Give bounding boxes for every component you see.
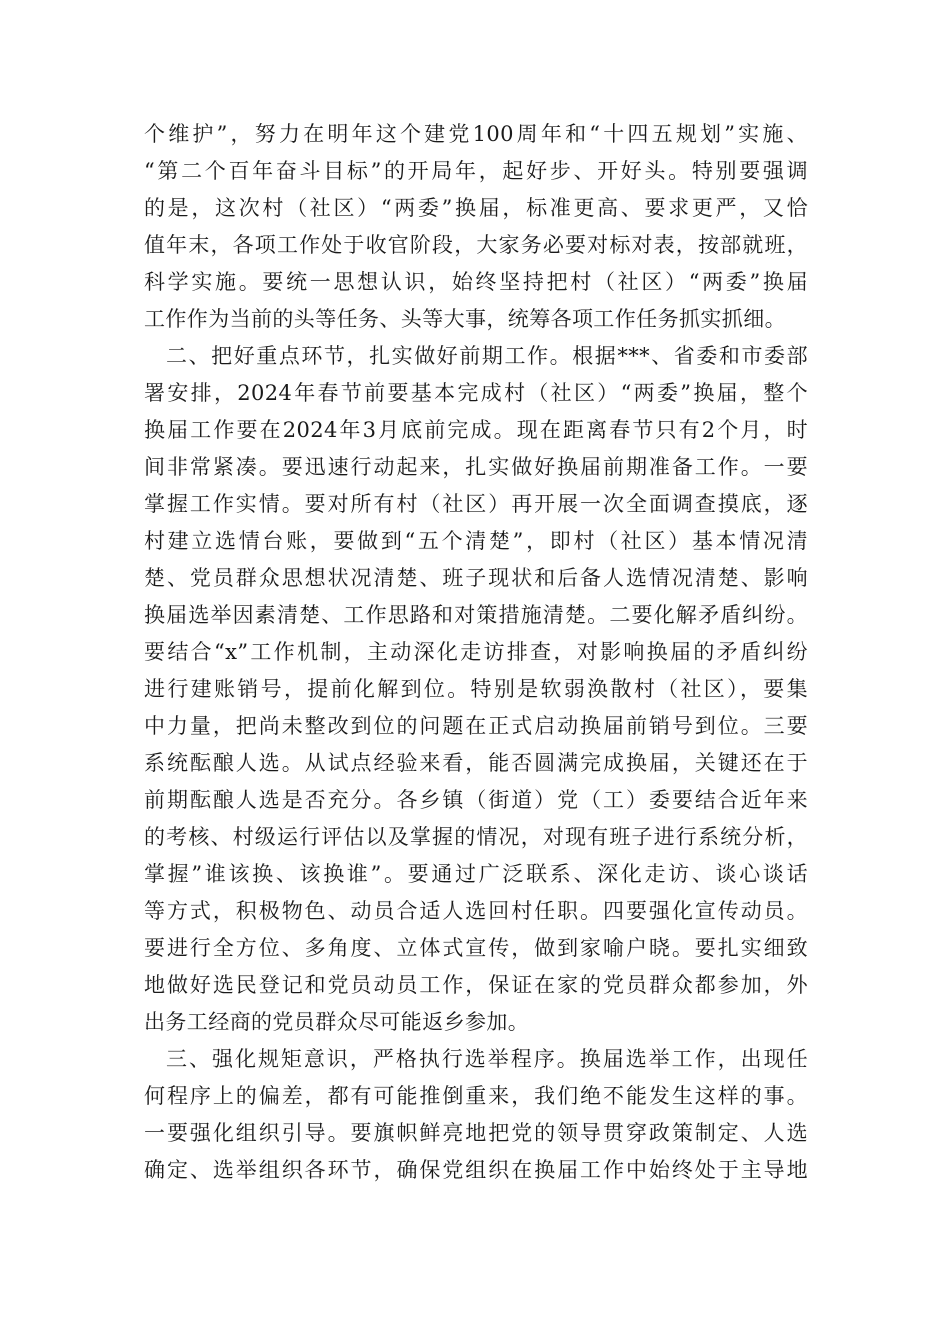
- paragraph-first-line: 二、把好重点环节，扎实做好前期工作。根据***、省委和市委部: [166, 344, 808, 368]
- text-line: “第二个百年奋斗目标”的开局年，起好步、开好头。特别要强调: [144, 159, 808, 183]
- text-line: 前期酝酿人选是否充分。各乡镇（街道）党（工）委要结合近年来: [144, 788, 808, 812]
- text-line: 要结合“x”工作机制，主动深化走访排查，对影响换届的矛盾纠纷: [144, 640, 808, 664]
- text-line: 一要强化组织引导。要旗帜鲜亮地把党的领导贯穿政策制定、人选: [144, 1121, 808, 1145]
- text-line: 中力量，把尚未整改到位的问题在正式启动换届前销号到位。三要: [144, 714, 808, 738]
- text-line: 科学实施。要统一思想认识，始终坚持把村（社区）“两委”换届: [144, 270, 808, 294]
- text-line: 掌握工作实情。要对所有村（社区）再开展一次全面调查摸底，逐: [144, 492, 808, 516]
- text-line: 村建立选情台账，要做到“五个清楚”，即村（社区）基本情况清: [144, 529, 808, 553]
- document-body: [144, 116, 808, 1189]
- text-line: 换届选举因素清楚、工作思路和对策措施清楚。二要化解矛盾纠纷。: [144, 603, 808, 627]
- text-line: 的是，这次村（社区）“两委”换届，标准更高、要求更严，又恰: [144, 196, 808, 220]
- text-line: 要进行全方位、多角度、立体式宣传，做到家喻户晓。要扎实细致: [144, 936, 808, 960]
- text-line: 个维护”，努力在明年这个建党100周年和“十四五规划”实施、: [144, 122, 808, 146]
- paragraph-first-line: 三、强化规矩意识，严格执行选举程序。换届选举工作，出现任: [166, 1047, 808, 1071]
- text-line: 确定、选举组织各环节，确保党组织在换届工作中始终处于主导地: [144, 1158, 808, 1182]
- text-line: 工作作为当前的头等任务、头等大事，统筹各项工作任务抓实抓细。: [144, 307, 786, 331]
- text-line: 进行建账销号，提前化解到位。特别是软弱涣散村（社区），要集: [144, 677, 808, 701]
- text-line: 等方式，积极物色、动员合适人选回村任职。四要强化宣传动员。: [144, 899, 808, 923]
- text-line: 换届工作要在2024年3月底前完成。现在距离春节只有2个月，时: [144, 418, 808, 442]
- text-line: 值年末，各项工作处于收官阶段，大家务必要对标对表，按部就班，: [144, 233, 808, 257]
- text-line: 的考核、村级运行评估以及掌握的情况，对现有班子进行系统分析，: [144, 825, 808, 849]
- text-line: 出务工经商的党员群众尽可能返乡参加。: [144, 1010, 530, 1034]
- text-line: 系统酝酿人选。从试点经验来看，能否圆满完成换届，关键还在于: [144, 751, 808, 775]
- text-line: 署安排，2024年春节前要基本完成村（社区）“两委”换届，整个: [144, 381, 808, 405]
- text-line: 间非常紧凑。要迅速行动起来，扎实做好换届前期准备工作。一要: [144, 455, 808, 479]
- text-line: 楚、党员群众思想状况清楚、班子现状和后备人选情况清楚、影响: [144, 566, 808, 590]
- text-line: 掌握”谁该换、该换谁”。要通过广泛联系、深化走访、谈心谈话: [144, 862, 808, 886]
- text-line: 地做好选民登记和党员动员工作，保证在家的党员群众都参加，外: [144, 973, 808, 997]
- text-line: 何程序上的偏差，都有可能推倒重来，我们绝不能发生这样的事。: [144, 1084, 808, 1108]
